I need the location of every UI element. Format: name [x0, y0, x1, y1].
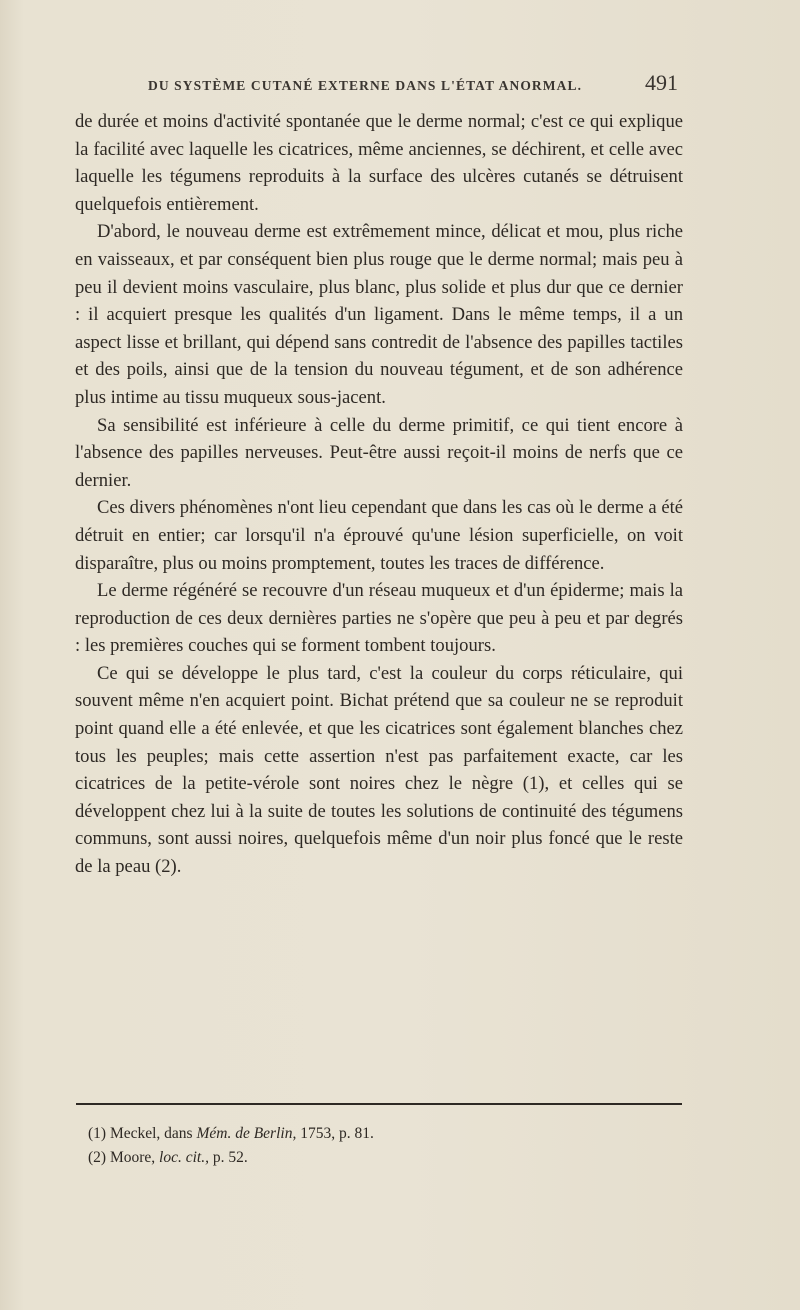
footnote-author: Moore,	[109, 1149, 156, 1166]
footnote-detail: 1753, p. 81.	[300, 1125, 374, 1142]
footnote-marker: (1)	[88, 1125, 107, 1142]
footnote-author: Meckel, dans	[109, 1125, 193, 1142]
footnote-source: loc. cit.,	[159, 1149, 209, 1166]
paragraph-4: Ces divers phénomènes n'ont lieu cependant que dans les cas où le derme a été détruit en entier; car lorsqu'il n'a éprouvé qu'une lésion superficielle, on voit disparaître, plus ou moins promptement, toutes les traces de différence.	[75, 497, 683, 574]
footnote-source: Mém. de Berlin,	[196, 1125, 297, 1142]
running-head-title: DU SYSTÈME CUTANÉ EXTERNE DANS L'ÉTAT ANORMAL.	[148, 78, 583, 93]
paragraph-1: de durée et moins d'activité spontanée que le derme normal; c'est ce qui explique la facilité avec laquelle les cicatrices, même anciennes, se déchirent, et celle avec laquelle les tégumens reproduits à la surface des ulcères cutanés se détruisent quelquefois entièrement.	[75, 111, 683, 215]
footnote-rule	[76, 1103, 682, 1105]
paragraph-6: Ce qui se développe le plus tard, c'est la couleur du corps réticulaire, qui souvent même n'en acquiert point. Bichat prétend que sa couleur ne se reproduit point quand elle a été enlevée, et que les cicatrices sont également blanches chez tous les peuples; mais cette assertion n'est pas parfaitement exacte, car les cicatrices de la petite-vérole sont noires chez le nègre (1), et celles qui se développent chez lui à la suite de toutes les solutions de continuité des tégumens communs, sont aussi noires, quelquefois même d'un noir plus foncé que le reste de la peau (2).	[75, 662, 683, 878]
paragraph-5: Le derme régénéré se recouvre d'un réseau muqueux et d'un épiderme; mais la reproduction de ces deux dernières parties ne s'opère que peu à peu et par degrés : les premières couches qui se forment tombent toujours.	[75, 580, 683, 657]
footnote-2	[88, 1146, 648, 1170]
paragraph-2: D'abord, le nouveau derme est extrêmement mince, délicat et mou, plus riche en vaisseaux, et par conséquent bien plus rouge que le derme normal; mais peu à peu il devient moins vasculaire, plus blanc, plus solide et plus dur que ce dernier : il acquiert presque les qualités d'un ligament. Dans le même temps, il a un aspect lisse et brillant, qui dépend sans contredit de l'absence des papilles tactiles et des poils, ainsi que de la tension du nouveau tégument, et de son adhérence plus intime au tissu muqueux sous-jacent.	[75, 221, 683, 408]
footnote-1	[88, 1122, 648, 1146]
paragraph-3: Sa sensibilité est inférieure à celle du derme primitif, ce qui tient encore à l'absence des papilles nerveuses. Peut-être aussi reçoit-il moins de nerfs que ce dernier.	[75, 414, 683, 491]
page-number: 491	[645, 70, 678, 95]
footnote-detail: p. 52.	[212, 1149, 248, 1166]
footnote-marker: (2)	[88, 1149, 107, 1166]
body-text	[75, 108, 683, 881]
footnotes	[88, 1122, 648, 1170]
running-head	[140, 70, 680, 100]
